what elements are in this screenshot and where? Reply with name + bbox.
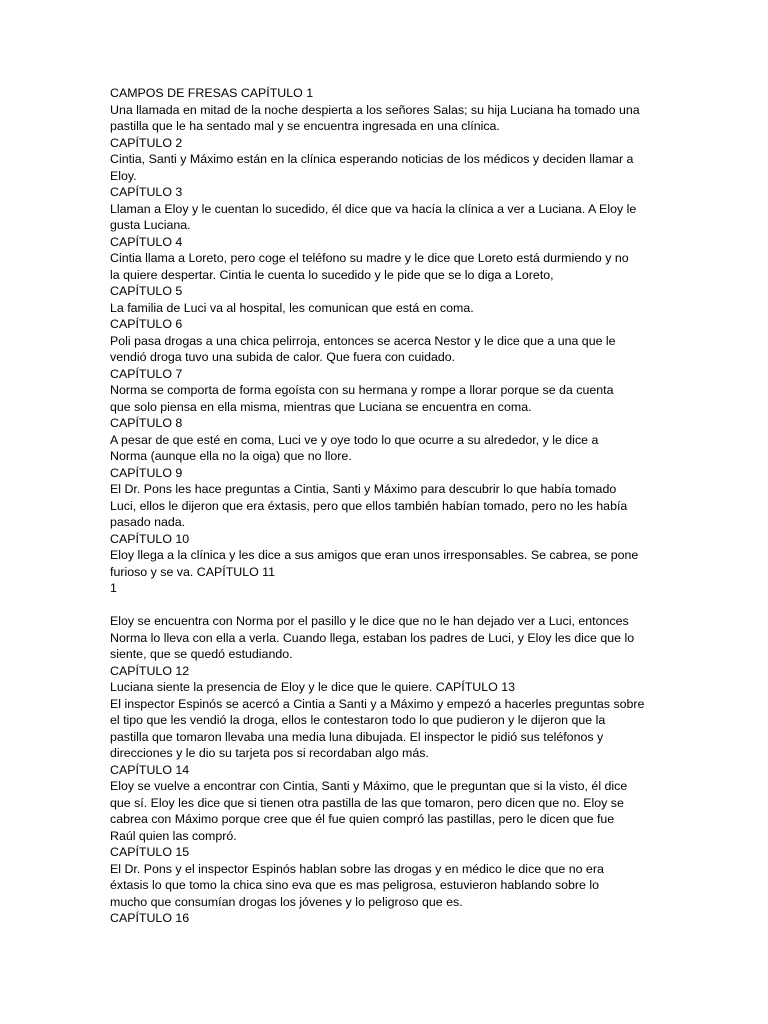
text-line: El Dr. Pons les hace preguntas a Cintia, Santi y Máximo para descubrir lo que había tomado [110, 482, 617, 496]
text-line: pasado nada. [110, 515, 186, 529]
chapter-heading: CAPÍTULO 4 [110, 234, 183, 249]
text-line: Raúl quien las compró. [110, 828, 237, 843]
chapter-heading: CAPÍTULO 14 [110, 762, 190, 777]
text-line: Cintia, Santi y Máximo están en la clínica esperando noticias de los médicos y deciden llamar a [110, 152, 634, 166]
text-line: Eloy llega a la clínica y les dice a sus amigos que eran unos irresponsables. Se cabrea, se pone [110, 548, 639, 562]
chapter-heading: CAPÍTULO 10 [110, 531, 190, 546]
text-line: que sí. Eloy les dice que si tienen otra pastilla de las que tomaron, pero dicen que no. Eloy se [110, 795, 624, 810]
chapter-heading: CAPÍTULO 5 [110, 284, 183, 298]
chapter-heading: CAPÍTULO 9 [110, 465, 183, 480]
chapter-heading: CAPÍTULO 6 [110, 317, 183, 331]
text-line: que solo piensa en ella misma, mientras que Luciana se encuentra en coma. [110, 399, 532, 414]
text-line: Cintia llama a Loreto, pero coge el teléfono su madre y le dice que Loreto está durmiendo y no [110, 251, 629, 265]
text-line: El inspector Espinós se acercó a Cintia a Santi y a Máximo y empezó a hacerles preguntas sobre [110, 696, 645, 711]
text-line: pastilla que le ha sentado mal y se encuentra ingresada en una clínica. [110, 119, 500, 133]
text-line: furioso y se va. CAPÍTULO 11 [110, 564, 276, 579]
text-line: Eloy se vuelve a encontrar con Cintia, Santi y Máximo, que le preguntan que si la visto, él dice [110, 779, 628, 793]
chapter-heading: CAPÍTULO 7 [110, 366, 183, 381]
text-line: Norma se comporta de forma egoísta con su hermana y rompe a llorar porque se da cuenta [110, 383, 614, 397]
blank-line [110, 597, 650, 614]
text-line: Poli pasa drogas a una chica pelirroja, entonces se acerca Nestor y le dice que a una que le [110, 333, 616, 348]
text-line: El Dr. Pons y el inspector Espinós hablan sobre las drogas y en médico le dice que no era [110, 861, 604, 876]
text-line: vendió droga tuvo una subida de calor. Que fuera con cuidado. [110, 350, 456, 364]
chapter-heading: CAPÍTULO 16 [110, 911, 190, 925]
chapter-heading: CAPÍTULO 12 [110, 663, 190, 678]
text-line: La familia de Luci va al hospital, les comunican que está en coma. [110, 300, 474, 315]
text-line: Eloy se encuentra con Norma por el pasillo y le dice que no le han dejado ver a Luci, entonces [110, 614, 629, 628]
text-line: Eloy. [110, 168, 137, 183]
text-line: Luci, ellos le dijeron que era éxtasis, pero que ellos también habían tomado, pero no les había [110, 498, 628, 513]
text-line: siente, que se quedó estudiando. [110, 647, 293, 661]
text-line: A pesar de que esté en coma, Luci ve y oye todo lo que ocurre a su alrededor, y le dice a [110, 432, 599, 447]
text-line: la quiere despertar. Cintia le cuenta lo sucedido y le pide que se lo diga a Loreto, [110, 267, 554, 282]
text-line: pastilla que tomaron llevaba una media luna dibujada. El inspector le pidió sus teléfonos y [110, 729, 604, 744]
text-line: Llaman a Eloy y le cuentan lo sucedido, él dice que va hacía la clínica a ver a Luciana. A Eloy le [110, 201, 637, 216]
text-line: mucho que consumían drogas los jóvenes y lo peligroso que es. [110, 894, 463, 909]
document-page [110, 85, 650, 927]
text-line: el tipo que les vendió la droga, ellos le contestaron todo lo que pudieron y le dijeron que la [110, 713, 606, 727]
chapter-heading: CAPÍTULO 15 [110, 845, 190, 859]
text-line: direcciones y le dio su tarjeta pos si recordaban algo más. [110, 746, 429, 760]
text-line: cabrea con Máximo porque cree que él fue quien compró las pastillas, pero le dicen que fue [110, 812, 615, 826]
text-line: Norma (aunque ella no la oiga) que no llore. [110, 449, 352, 463]
document-title: CAMPOS DE FRESAS CAPÍTULO 1 [110, 86, 314, 100]
text-line: éxtasis lo que tomo la chica sino eva que es mas peligrosa, estuvieron hablando sobre lo [110, 878, 600, 892]
text-line: Una llamada en mitad de la noche despierta a los señores Salas; su hija Luciana ha tomado una [110, 102, 640, 117]
text-line: Norma lo lleva con ella a verla. Cuando llega, estaban los padres de Luci, y Eloy les dice que lo [110, 630, 635, 645]
text-line: Luciana siente la presencia de Eloy y le dice que le quiere. CAPÍTULO 13 [110, 680, 515, 694]
chapter-heading: CAPÍTULO 3 [110, 185, 183, 199]
chapter-heading: CAPÍTULO 8 [110, 416, 183, 430]
chapter-heading: CAPÍTULO 2 [110, 135, 183, 150]
page-number: 1 [110, 581, 117, 595]
text-line: gusta Luciana. [110, 218, 191, 232]
